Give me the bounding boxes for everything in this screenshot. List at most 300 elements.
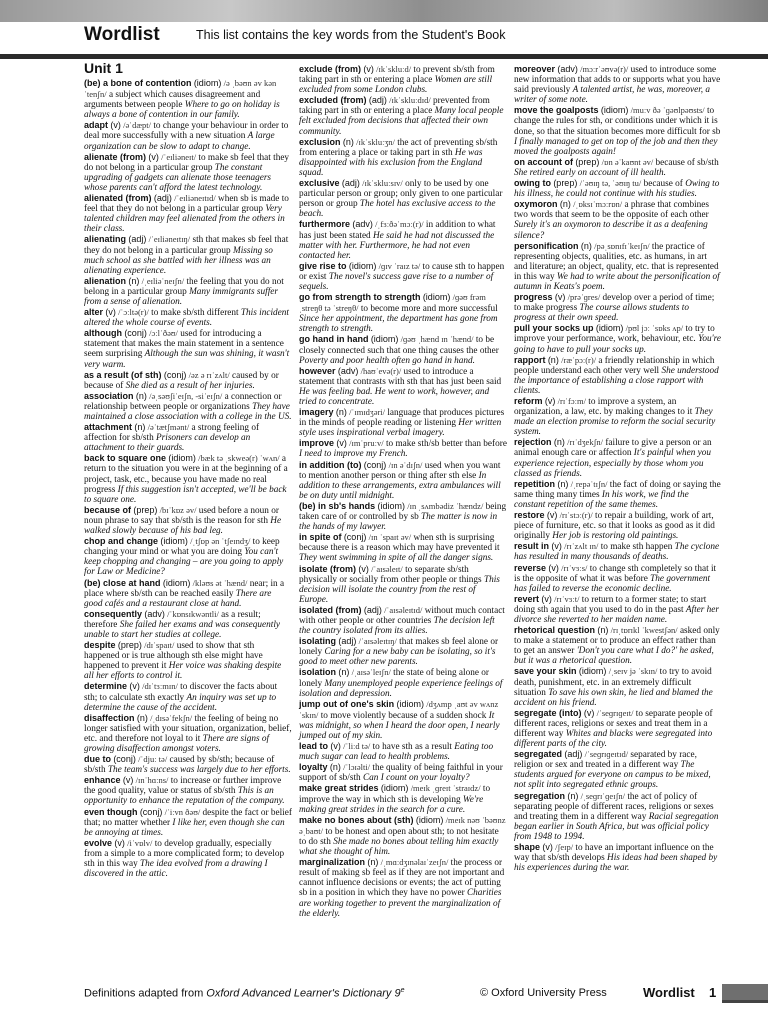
wordlist-entry <box>84 422 292 453</box>
pronunciation: /rɪˈvɜːt/ <box>554 593 580 604</box>
part-of-speech: (v) <box>129 681 140 692</box>
definition: to become more and more successful <box>360 304 498 315</box>
footer-source-title: Oxford Advanced Learner's Dictionary 9 <box>206 987 401 1000</box>
definition: the act of policy of separating people of different races, religions or sexes and treating them in a different way <box>514 791 714 822</box>
headword: rhetorical question <box>514 625 596 636</box>
definition: to separate people of different races, religions or sexes and treat them in a different way <box>514 708 713 739</box>
example: The idea evolved from a drawing I discovered in the attic. <box>84 859 268 880</box>
definition: to try to avoid death, punishment, etc. in an extremely difficult situation <box>514 667 712 698</box>
wordlist-entry <box>514 479 722 510</box>
headword: isolating <box>299 636 337 647</box>
part-of-speech: (n) <box>367 857 379 868</box>
example: They have maintained a close association with a college in the US. <box>84 401 292 422</box>
example: He was disappointed with his exclusion from the England squad. <box>299 147 483 178</box>
pronunciation: /ɪn ˌsʌmbədiz ˈhændz/ <box>407 500 484 511</box>
example: This decision will isolate the country from the rest of Europe. <box>299 574 500 605</box>
wordlist-entry <box>299 699 507 741</box>
definition: a subject which causes disagreement and arguments between people <box>84 90 261 111</box>
part-of-speech: (v) <box>122 775 134 786</box>
definition: a return to the situation you were in at the beginning of a project, task, etc., because you have made no real progress <box>84 454 288 495</box>
definition: a friendly relationship in which people understand each other very well <box>514 355 715 376</box>
pronunciation: /iˈvɒlv/ <box>127 837 153 848</box>
headword: jump out of one's skin <box>299 698 395 709</box>
definition: to improve the way in which sth is developing <box>299 784 491 805</box>
wordlist-entry <box>299 762 507 783</box>
example: If this suggestion isn't accepted, we'll be back to square one. <box>84 484 287 505</box>
definition: to separate sb/sth physically or socially from other people or things <box>299 564 482 585</box>
headword: revert <box>514 593 540 604</box>
headword: go hand in hand <box>299 334 369 345</box>
part-of-speech: (n) <box>134 422 146 433</box>
wordlist-entry <box>84 307 292 328</box>
example: She understood the importance of establishing a close rapport with clients. <box>514 365 719 396</box>
part-of-speech: (v) <box>548 562 559 573</box>
part-of-speech: (adj) <box>368 95 387 106</box>
headword: chop and change <box>84 536 159 547</box>
pronunciation: /ˈɔːltə(r)/ <box>118 307 149 318</box>
part-of-speech: (adv) <box>352 219 373 230</box>
headword: (be) in sb's hands <box>299 500 376 511</box>
headword: although <box>84 328 122 339</box>
part-of-speech: (conj) <box>363 459 387 470</box>
pronunciation: /pʊl jɔː ˈsɒks ʌp/ <box>625 323 684 334</box>
pronunciation: /ˈseɡrɪɡeɪtɪd/ <box>584 749 629 760</box>
wordlist-entry <box>514 178 722 199</box>
wordlist-entry <box>299 501 507 532</box>
pronunciation: /əˈtætʃmənt/ <box>147 422 190 433</box>
headword: even though <box>84 806 138 817</box>
pronunciation: /ɡəʊ ˌhænd ɪn ˈhænd/ <box>400 334 474 345</box>
definition: as a result; therefore <box>84 609 261 630</box>
part-of-speech: (idiom) <box>377 500 405 511</box>
pronunciation: /rɪˈzʌlt ɪn/ <box>564 541 599 552</box>
example: The cyclone has resulted in many thousands of deaths. <box>514 542 720 563</box>
wordlist-entry <box>299 178 507 219</box>
part-of-speech: (idiom) <box>415 814 444 825</box>
headword: consequently <box>84 608 143 619</box>
example: Charities are working together to prevent the marginalization of the elderly. <box>299 888 502 919</box>
pronunciation: /ˈaɪsəleɪtɪd/ <box>384 604 423 615</box>
definition: a phrase that combines two words that seem to be the opposite of each other <box>514 200 709 221</box>
wordlist-entry <box>514 241 722 292</box>
wordlist-entry <box>84 754 292 775</box>
example: An inquiry was set up to determine the cause of the accident. <box>84 692 277 713</box>
headword: association <box>84 390 134 401</box>
definition: asked only to make a statement or to produce an effect rather than to get an answer <box>514 626 720 657</box>
part-of-speech: (n) <box>136 712 148 723</box>
part-of-speech: (idiom) <box>595 323 624 334</box>
definition: when sb is made to feel that they do not belong in a particular group <box>84 194 289 215</box>
wordlist-entry <box>514 323 722 354</box>
definition: a strong feeling of affection for sb/sth <box>84 423 260 444</box>
example: Many local people felt excluded from decisions that affected their own community. <box>299 106 504 137</box>
pronunciation: /ɪkˈskluːsɪv/ <box>362 178 403 189</box>
headword: segregation <box>514 790 566 801</box>
headword: reverse <box>514 562 547 573</box>
definition: used to introduce some new information that adds to or supports what you have said previously <box>514 65 721 96</box>
definition: to develop gradually, especially from a simple to a more complicated form; to develop sth in this way <box>84 838 285 870</box>
pronunciation: /ˈeɪliəneɪtɪŋ/ <box>148 234 191 245</box>
headword: make great strides <box>299 783 379 794</box>
part-of-speech: (v) <box>541 593 552 604</box>
headword: alienating <box>84 234 127 245</box>
footer-source <box>84 987 405 1000</box>
pronunciation: /ɪn ˈspaɪt əv/ <box>368 532 412 543</box>
example: In addition to these arrangements, extra ambulances will be on duty until midnight. <box>299 470 501 501</box>
example: She failed her exams and was consequently unable to start her studies at college. <box>84 619 281 640</box>
definition: develop over a period of time; to make progress <box>514 293 715 314</box>
headword: (be) a bone of contention <box>84 78 192 88</box>
pronunciation: /əˌsəʊʃiˈeɪʃn, -siˈeɪʃn/ <box>149 390 223 401</box>
pronunciation: /ˈdjuː tə/ <box>138 754 168 765</box>
wordlist-entry <box>299 636 507 667</box>
wordlist-entry <box>299 219 507 260</box>
wordlist-entry <box>299 783 507 814</box>
headword: isolation <box>299 667 337 678</box>
pronunciation: /ˌaɪsəˈleɪʃn/ <box>351 667 391 678</box>
example: Racial segregation began earlier in South Africa, but was official policy from 1948 to 1994. <box>514 811 719 842</box>
definition: used to show that sth happened or is true although sth else might have happened to prevent it <box>84 641 263 672</box>
definition: being taken care of or controlled by sb <box>299 501 507 523</box>
example: I finally managed to get on top of the job and then they moved the goalposts again! <box>514 136 718 157</box>
example: Many immigrants suffer from a sense of alienation. <box>84 286 278 307</box>
headword: isolated (from) <box>299 604 362 615</box>
part-of-speech: (adv) <box>557 64 578 74</box>
headword: isolate (from) <box>299 563 357 574</box>
headword: due to <box>84 754 111 765</box>
example: Many unemployed people experience feelings of isolation and depression. <box>299 678 503 699</box>
pronunciation: /rɪˈvɜːs/ <box>561 562 588 573</box>
wordlist-entry <box>514 437 722 478</box>
part-of-speech: (v) <box>110 120 121 131</box>
headword: alienate (from) <box>84 151 147 162</box>
part-of-speech: (adj) <box>128 234 147 245</box>
definition: to move violently because of a sudden shock <box>320 710 487 721</box>
example: I like her, even though she can be annoying at times. <box>84 817 285 838</box>
pronunciation: /meɪk ˌɡreɪt ˈstraɪdz/ <box>410 783 481 794</box>
definition: because of sb/sth <box>655 157 719 168</box>
example: The team's success was largely due to her efforts. <box>107 765 291 776</box>
wordlist-entry <box>514 292 722 323</box>
definition: despite the fact or belief that; no matter whether <box>84 807 292 828</box>
wordlist-entry <box>299 857 507 919</box>
footer-source-suffix: e <box>400 987 405 994</box>
example: In his work, we find the constant repetition of the same themes. <box>514 489 689 510</box>
wordlist-entry <box>84 193 292 234</box>
example: I need to improve my French. <box>299 449 408 460</box>
wordlist-entry <box>514 64 722 105</box>
headword: in addition (to) <box>299 459 362 470</box>
part-of-speech: (idiom) <box>168 453 196 464</box>
part-of-speech: (idiom) <box>380 783 409 794</box>
wordlist-entry <box>84 120 292 151</box>
pronunciation: /haʊˈevə(r)/ <box>360 365 402 376</box>
wordlist-entry <box>84 505 292 536</box>
definition: when sth is surprising because there is a reason which may have prevented it <box>299 533 500 554</box>
headword: rapport <box>514 354 546 365</box>
definition: the fact of doing or saying the same thing many times <box>514 479 721 500</box>
wordlist-entry <box>514 666 722 707</box>
wordlist-entry <box>84 609 292 640</box>
example: She made no bones about telling him exactly what she thought of him. <box>299 836 499 858</box>
headword: in spite of <box>299 532 342 543</box>
pronunciation: /ˈəʊɪŋ tə, ˈəʊɪŋ tu/ <box>579 178 642 189</box>
definition: caused by sb/sth; because of sb/sth <box>84 755 275 776</box>
part-of-speech: (idiom) <box>162 577 191 588</box>
example: It was midnight, so when I heard the door open, I nearly jumped out of my skin. <box>299 710 500 741</box>
pronunciation: /dɪˈtɜːmɪn/ <box>142 681 178 692</box>
definition: to change your behaviour in order to deal more successfully with a new situation <box>84 121 289 142</box>
definition: the quality of being faithful in your support of sb/sth <box>299 763 503 784</box>
column-3 <box>514 64 722 873</box>
header-banner-image <box>0 0 768 22</box>
headword: marginalization <box>299 857 366 868</box>
headword: oxymoron <box>514 199 558 210</box>
headword: reform <box>514 396 543 406</box>
headword: alter <box>84 307 104 318</box>
example: She died as a result of her injuries. <box>125 380 255 391</box>
wordlist-entry <box>299 137 507 178</box>
part-of-speech: (n) <box>557 478 569 489</box>
footer-publisher: © Oxford University Press <box>480 987 607 999</box>
pronunciation: /dʒʌmp ˌaʊt əv wʌnz ˈskɪn/ <box>299 698 499 720</box>
part-of-speech: (v) <box>358 563 369 574</box>
wordlist-entry <box>84 681 292 712</box>
definition: to have sth as a result <box>372 742 452 753</box>
part-of-speech: (v) <box>546 510 558 521</box>
column-1 <box>84 78 292 879</box>
pronunciation: /ə ˌbəʊn əv kənˈtenʃn/ <box>84 78 277 100</box>
wordlist-entry <box>299 667 507 698</box>
headword: improve <box>299 438 335 449</box>
pronunciation: /ɡəʊ frəm ˌstreŋθ tə ˈstreŋθ/ <box>299 292 486 314</box>
example: Can I count on your loyalty? <box>362 773 470 784</box>
wordlist-entry <box>84 328 292 369</box>
part-of-speech: (n) <box>338 667 350 678</box>
definition: used to introduce a statement that contrasts with sth that has just been said <box>299 366 502 387</box>
headword: because of <box>84 504 132 515</box>
part-of-speech: (n) <box>342 136 354 147</box>
definition: sth that makes sb feel that they do not belong in a particular group <box>84 235 289 256</box>
definition: the practice of representing objects, qualities, etc. as humans, in art and literature; an object, quality, etc. that is represented in this way <box>514 241 719 282</box>
headword: segregate (into) <box>514 707 582 718</box>
part-of-speech: (adj) <box>338 636 357 647</box>
wordlist-entry <box>84 640 292 681</box>
example: This incident altered the whole course of events. <box>84 308 289 329</box>
part-of-speech: (conj) <box>163 369 187 380</box>
headword: evolve <box>84 837 113 848</box>
wordlist-entry <box>299 438 507 459</box>
page-number: 1 <box>709 985 717 1000</box>
part-of-speech: (idiom) <box>370 334 399 345</box>
wordlist-entry <box>299 407 507 438</box>
page-title: Wordlist <box>84 24 160 45</box>
wordlist-entry <box>84 234 292 275</box>
part-of-speech: (prep) <box>133 504 158 515</box>
pronunciation: /ˈeɪliəneɪtɪd/ <box>174 193 216 204</box>
definition: that makes sb feel alone or lonely <box>299 637 499 658</box>
example: He said he had not discussed the matter with her. Furthermore, he had not even contacted her. <box>299 230 495 261</box>
wordlist-entry <box>84 276 292 307</box>
definition: used before a noun or noun phrase to say that sb/sth is the reason for sth <box>84 505 279 526</box>
example: Prisoners can develop an attachment to their guards. <box>84 433 251 454</box>
example: A talented artist, he was, moreover, a writer of some note. <box>514 85 711 106</box>
part-of-speech: (v) <box>148 151 159 162</box>
example: Owing to his illness, he could not continue with his studies. <box>514 179 720 200</box>
footer-label: Wordlist <box>643 985 695 1000</box>
part-of-speech: (adj) <box>153 193 172 204</box>
part-of-speech: (prep) <box>117 640 142 651</box>
example: Whites and blacks were segregated into different parts of the city. <box>514 729 713 750</box>
example: Her job is restoring old paintings. <box>552 531 679 542</box>
part-of-speech: (adv) <box>337 365 359 376</box>
example: The government has failed to reverse the economic decline. <box>514 573 711 594</box>
unit-heading: Unit 1 <box>84 60 123 76</box>
footer-tab <box>722 984 768 1000</box>
example: Her written style uses inspirational verbal imagery. <box>299 418 502 439</box>
headword: excluded (from) <box>299 95 367 106</box>
headword: rejection <box>514 437 552 448</box>
example: The novel's success gave rise to a number of sequels. <box>299 271 494 292</box>
part-of-speech: (n) <box>580 240 592 251</box>
part-of-speech: (n) <box>559 199 571 210</box>
wordlist-entry <box>84 391 292 422</box>
headword: restore <box>514 510 545 521</box>
part-of-speech: (adj) <box>363 604 382 615</box>
definition: in addition to what has just been stated <box>299 220 496 241</box>
definition: caused by or because of <box>84 370 279 391</box>
headword: result in <box>514 541 550 552</box>
definition: to change sth completely so that it is the opposite of what it was before <box>514 563 717 584</box>
part-of-speech: (idiom) <box>422 292 451 303</box>
headword: go from strength to strength <box>299 292 421 303</box>
wordlist-entry <box>84 838 292 879</box>
example: Since her appointment, the department has gone from strength to strength. <box>299 314 498 335</box>
part-of-speech: (adj) <box>341 178 360 189</box>
pronunciation: /rɪˈstɔː(r)/ <box>559 510 593 521</box>
headword: attachment <box>84 422 133 433</box>
headword: alienated (from) <box>84 193 152 204</box>
example: Very talented children may feel alienated from the others in their class. <box>84 204 285 235</box>
pronunciation: /bɪˈkɒz əv/ <box>159 504 197 515</box>
headword: save your skin <box>514 666 577 677</box>
example: The course allows students to progress at their own speed. <box>514 303 689 324</box>
wordlist-entry <box>514 563 722 594</box>
part-of-speech: (conj) <box>124 328 147 339</box>
wordlist-entry <box>514 625 722 666</box>
part-of-speech: (prep) <box>553 178 578 189</box>
headword: move the goalposts <box>514 105 599 116</box>
part-of-speech: (v) <box>330 741 341 752</box>
pronunciation: /pəˌsɒnɪfɪˈkeɪʃn/ <box>594 240 650 251</box>
pronunciation: /prəˈɡres/ <box>567 292 601 303</box>
headword: moreover <box>514 64 556 74</box>
example: There are good cafés and a restaurant close at hand. <box>84 588 272 609</box>
part-of-speech: (n) <box>335 407 347 418</box>
part-of-speech: (conj) <box>139 806 163 817</box>
pronunciation: /kləʊs ət ˈhænd/ <box>192 577 248 588</box>
definition: the feeling that you do not belong in a particular group <box>84 276 284 297</box>
definition: to repair a building, work of art, piece of furniture, etc. so that it looks as good as it did originally <box>514 511 715 542</box>
part-of-speech: (n) <box>567 790 579 801</box>
part-of-speech: (idiom) <box>396 698 424 709</box>
definition: to keep changing your mind or what you are doing <box>84 537 280 558</box>
pronunciation: /ˌrepəˈtɪʃn/ <box>570 478 608 489</box>
definition: language that produces pictures in the minds of people reading or listening <box>299 408 505 429</box>
headword: lead to <box>299 741 329 752</box>
definition: to improve a system, an organization, a law, etc. by making changes to it <box>514 397 693 418</box>
pronunciation: /ˈkɒnsɪkwəntli/ <box>167 608 219 619</box>
headword: repetition <box>514 478 556 489</box>
definition: to prevent sb/sth from taking part in sth or entering a place <box>299 65 495 86</box>
page-subtitle: This list contains the key words from the Student's Book <box>196 28 506 42</box>
example: The constant upgrading of gadgets can alienate those teenagers whose parents can't afford the latest technology. <box>84 162 272 193</box>
example: He walked slowly because of his bad leg. <box>84 515 282 537</box>
part-of-speech: (idiom) <box>578 666 607 677</box>
pronunciation: /ɪn əˈdɪʃn/ <box>388 459 423 470</box>
example: They went swimming in spite of all the danger signs. <box>299 553 494 564</box>
headword: pull your socks up <box>514 323 594 334</box>
pronunciation: /ˌseɪv jə ˈskɪn/ <box>608 666 658 677</box>
example: 'Don't you care what I do?' he asked, but it was a rhetorical question. <box>514 646 714 667</box>
headword: despite <box>84 640 116 651</box>
pronunciation: /ˈlɔɪəlti/ <box>343 762 371 773</box>
headword: however <box>299 365 336 376</box>
pronunciation: /mɔːrˈəʊvə(r)/ <box>580 64 629 74</box>
part-of-speech: (v) <box>336 438 347 449</box>
pronunciation: /ˈliːd tə/ <box>343 741 371 752</box>
wordlist-entry <box>514 355 722 396</box>
pronunciation: /ˈeɪliəneɪt/ <box>161 151 197 162</box>
pronunciation: /ɒn əˈkaʊnt əv/ <box>601 156 654 167</box>
definition: a connection or relationship between people or organizations <box>84 391 282 412</box>
definition: to have an important influence on the way that sb/sth develops <box>514 843 714 864</box>
wordlist-entry <box>299 334 507 365</box>
definition: used when you want to mention another person or thing after sth else <box>299 460 501 481</box>
part-of-speech: (n) <box>128 275 140 286</box>
definition: used for introducing a statement that makes the main statement in a sentence seem surprising <box>84 329 284 360</box>
example: You're going to have to pull your socks up. <box>514 334 721 355</box>
pronunciation: /rɪˈdʒekʃn/ <box>567 437 604 448</box>
definition: to make sth happen <box>600 542 673 553</box>
part-of-speech: (v) <box>551 541 562 552</box>
headword: on account of <box>514 156 573 167</box>
wordlist-entry <box>299 605 507 636</box>
example: It's painful when you experience rejection, especially by those whom you classed as friends. <box>514 448 712 479</box>
pronunciation: /ˈaɪsəleɪtɪŋ/ <box>358 636 397 647</box>
definition: the state of being alone or lonely <box>299 668 489 689</box>
pronunciation: /ˌfɜːðəˈmɔː(r)/ <box>375 219 424 230</box>
part-of-speech: (n) <box>547 354 559 365</box>
part-of-speech: (n) <box>329 762 341 773</box>
part-of-speech: (adj) <box>564 749 583 760</box>
definition: the feeling of being no longer satisfied with your situation, organization, belief, etc. and therefore not loyal to it <box>84 713 292 744</box>
headword: exclusive <box>299 178 340 189</box>
definition: to try to improve your performance, work, behaviour, etc. <box>514 324 715 345</box>
wordlist-entry <box>514 157 722 178</box>
wordlist-entry <box>514 594 722 625</box>
definition: to return to a former state; to start doing sth again that you used to do in the past <box>514 594 707 615</box>
definition: because of <box>643 179 683 190</box>
pronunciation: /rɪˈfɔːm/ <box>557 396 586 406</box>
headword: back to square one <box>84 453 167 464</box>
part-of-speech: (n) <box>597 625 609 636</box>
pronunciation: /ˌɒksɪˈmɔːrɒn/ <box>573 199 623 210</box>
example: Where to go on holiday is always a bone of contention in our family. <box>84 100 280 121</box>
headword: shape <box>514 842 541 853</box>
example: They made an election promise to reform the social security system. <box>514 407 716 438</box>
headword: disaffection <box>84 712 135 723</box>
